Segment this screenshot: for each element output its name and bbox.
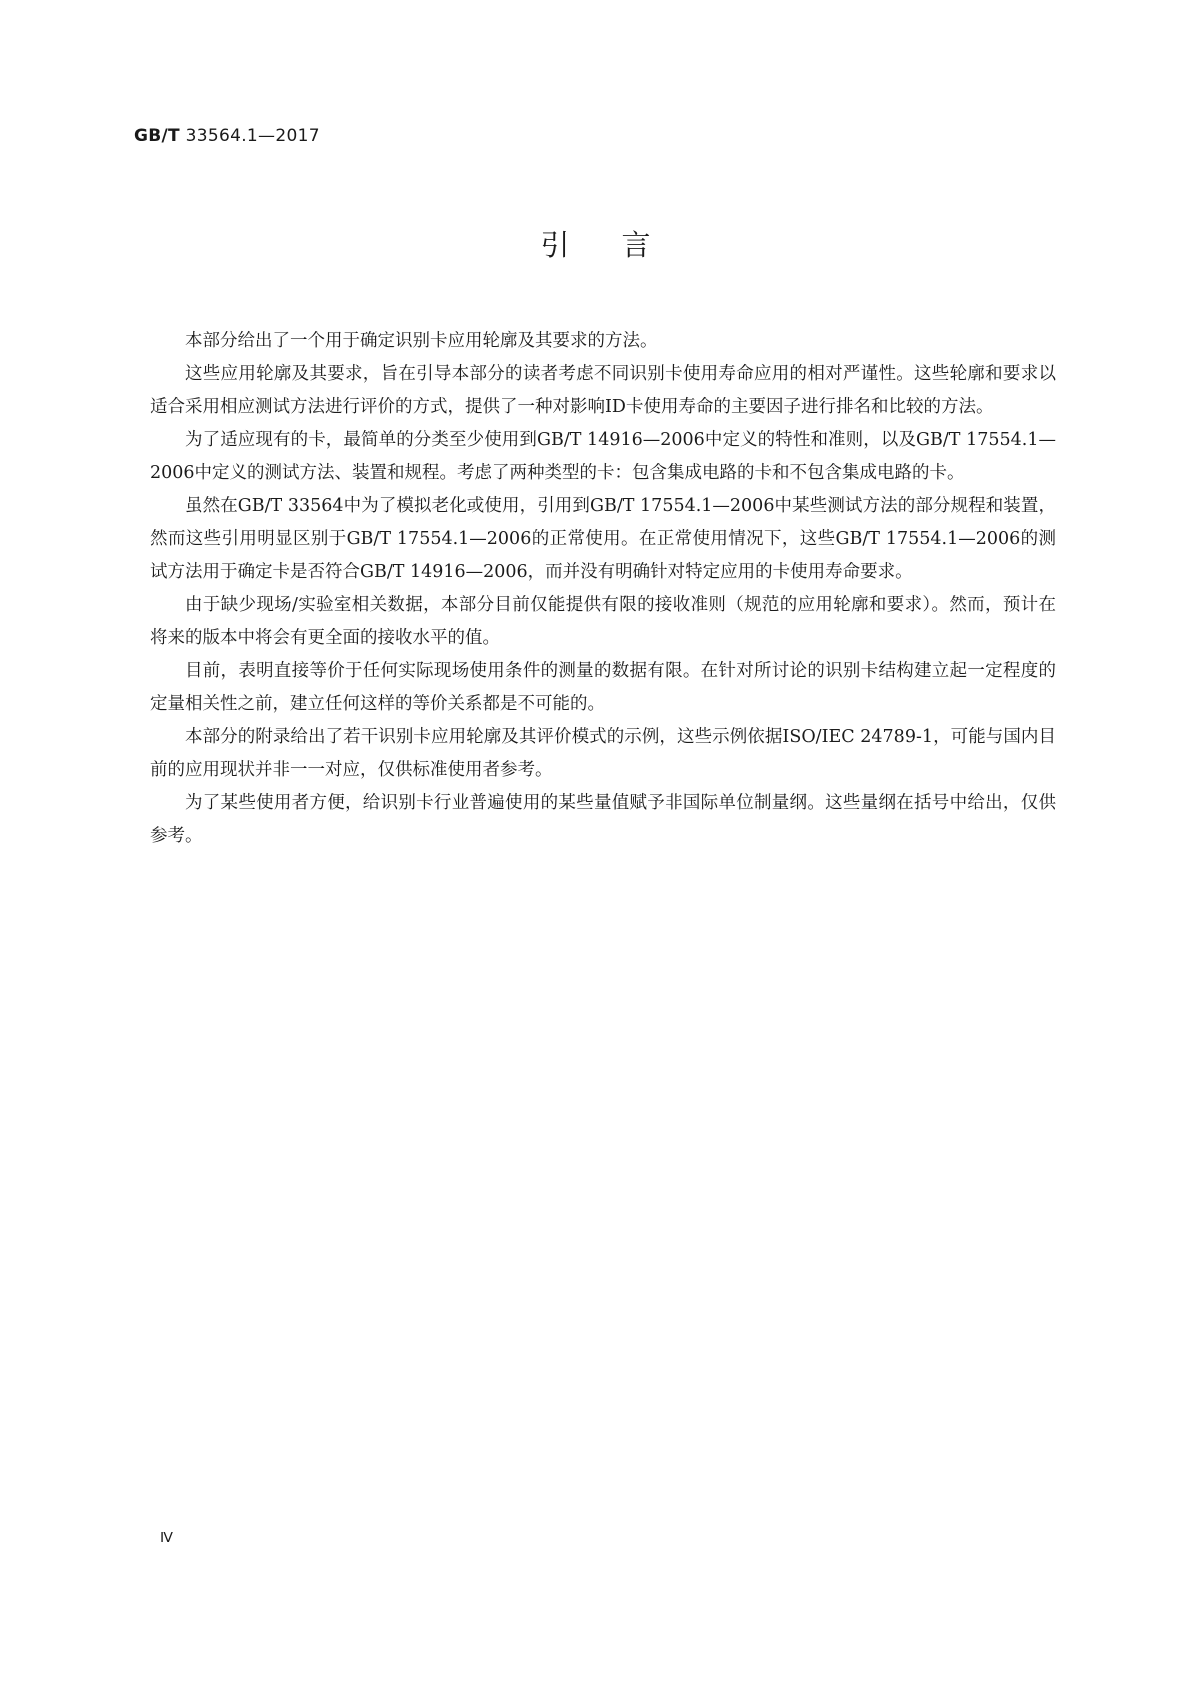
page-title: 引言 xyxy=(540,228,703,262)
body-text xyxy=(150,325,1056,853)
paragraph: 为了适应现有的卡，最简单的分类至少使用到GB/T 14916—2006中定义的特性和准则，以及GB/T 17554.1—2006中定义的测试方法、装置和规程。考虑了两种类型的卡：包含集成电路的卡和不包含集成电路的卡。 xyxy=(150,430,1056,483)
paragraph: 本部分的附录给出了若干识别卡应用轮廓及其评价模式的示例，这些示例依据ISO/IEC 24789-1，可能与国内目前的应用现状并非一一对应，仅供标准使用者参考。 xyxy=(150,727,1056,780)
paragraph: 为了某些使用者方便，给识别卡行业普遍使用的某些量值赋予非国际单位制量纲。这些量纲在括号中给出，仅供参考。 xyxy=(150,793,1056,846)
standard-code-prefix: GB/T xyxy=(134,126,180,146)
standard-code-number: 33564.1—2017 xyxy=(185,126,320,146)
paragraph: 由于缺少现场/实验室相关数据，本部分目前仅能提供有限的接收准则（规范的应用轮廓和要求）。然而，预计在将来的版本中将会有更全面的接收水平的值。 xyxy=(150,595,1056,648)
paragraph: 本部分给出了一个用于确定识别卡应用轮廓及其要求的方法。 xyxy=(185,331,658,351)
paragraph: 虽然在GB/T 33564中为了模拟老化或使用，引用到GB/T 17554.1—2006中某些测试方法的部分规程和装置，然而这些引用明显区别于GB/T 17554.1—2006的正常使用。在正常使用情况下，这些GB/T 17554.1—2006的测试方法用于确定卡是否符合GB/T 14916—2006，而并没有明确针对特定应用的卡使用寿命要求。 xyxy=(150,496,1056,582)
standard-code-header xyxy=(134,126,320,146)
page-number: Ⅳ xyxy=(160,1531,173,1546)
paragraph: 目前，表明直接等价于任何实际现场使用条件的测量的数据有限。在针对所讨论的识别卡结构建立起一定程度的定量相关性之前，建立任何这样的等价关系都是不可能的。 xyxy=(150,661,1056,714)
paragraph: 这些应用轮廓及其要求，旨在引导本部分的读者考虑不同识别卡使用寿命应用的相对严谨性。这些轮廓和要求以适合采用相应测试方法进行评价的方式，提供了一种对影响ID卡使用寿命的主要因子进行排名和比较的方法。 xyxy=(150,364,1056,417)
